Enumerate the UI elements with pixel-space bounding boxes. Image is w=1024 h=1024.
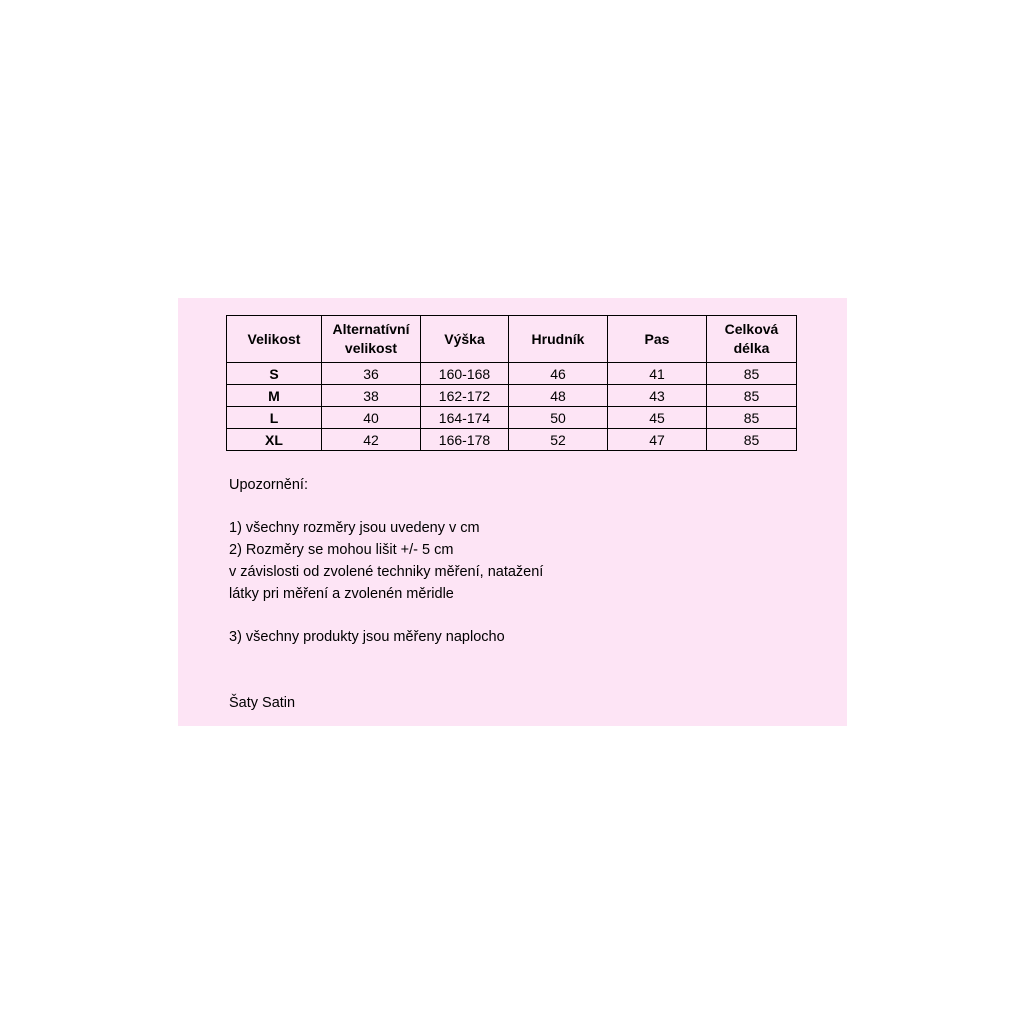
cell-size: L	[227, 407, 322, 429]
header-celkova-delka	[707, 316, 797, 363]
table-row	[227, 385, 797, 407]
cell-waist: 47	[608, 429, 707, 451]
cell-waist: 43	[608, 385, 707, 407]
cell-size: S	[227, 363, 322, 385]
warning-title: Upozornění:	[229, 477, 308, 493]
note-line-2: 2) Rozměry se mohou lišit +/- 5 cm	[229, 542, 454, 558]
cell-height: 164-174	[421, 407, 509, 429]
cell-size: M	[227, 385, 322, 407]
cell-length: 85	[707, 407, 797, 429]
table-row	[227, 429, 797, 451]
note-line-2-continued-2: látky pri měření a zvolenén měridle	[229, 586, 454, 602]
cell-height: 162-172	[421, 385, 509, 407]
cell-chest: 46	[509, 363, 608, 385]
cell-length: 85	[707, 363, 797, 385]
cell-size: XL	[227, 429, 322, 451]
header-celkova-delka-text: Celková délka	[724, 321, 779, 356]
size-chart-card	[178, 298, 847, 726]
cell-alt-size: 38	[322, 385, 421, 407]
table-row	[227, 363, 797, 385]
cell-alt-size: 42	[322, 429, 421, 451]
header-vyska: Výška	[421, 316, 509, 363]
cell-chest: 52	[509, 429, 608, 451]
cell-waist: 41	[608, 363, 707, 385]
cell-height: 160-168	[421, 363, 509, 385]
cell-height: 166-178	[421, 429, 509, 451]
note-line-3: 3) všechny produkty jsou měřeny naplocho	[229, 629, 505, 645]
cell-alt-size: 40	[322, 407, 421, 429]
cell-chest: 50	[509, 407, 608, 429]
header-pas: Pas	[608, 316, 707, 363]
cell-length: 85	[707, 429, 797, 451]
header-alternativni-velikost-text: Alternatívní velikost	[332, 321, 410, 356]
table-header-row	[227, 316, 797, 363]
table-row	[227, 407, 797, 429]
header-hrudnik: Hrudník	[509, 316, 608, 363]
note-line-2-continued: v závislosti od zvolené techniky měření, natažení	[229, 564, 544, 580]
cell-chest: 48	[509, 385, 608, 407]
cell-alt-size: 36	[322, 363, 421, 385]
note-line-1: 1) všechny rozměry jsou uvedeny v cm	[229, 520, 480, 536]
header-alternativni-velikost	[322, 316, 421, 363]
cell-waist: 45	[608, 407, 707, 429]
size-table	[226, 315, 797, 451]
header-velikost: Velikost	[227, 316, 322, 363]
cell-length: 85	[707, 385, 797, 407]
product-name: Šaty Satin	[229, 695, 296, 711]
